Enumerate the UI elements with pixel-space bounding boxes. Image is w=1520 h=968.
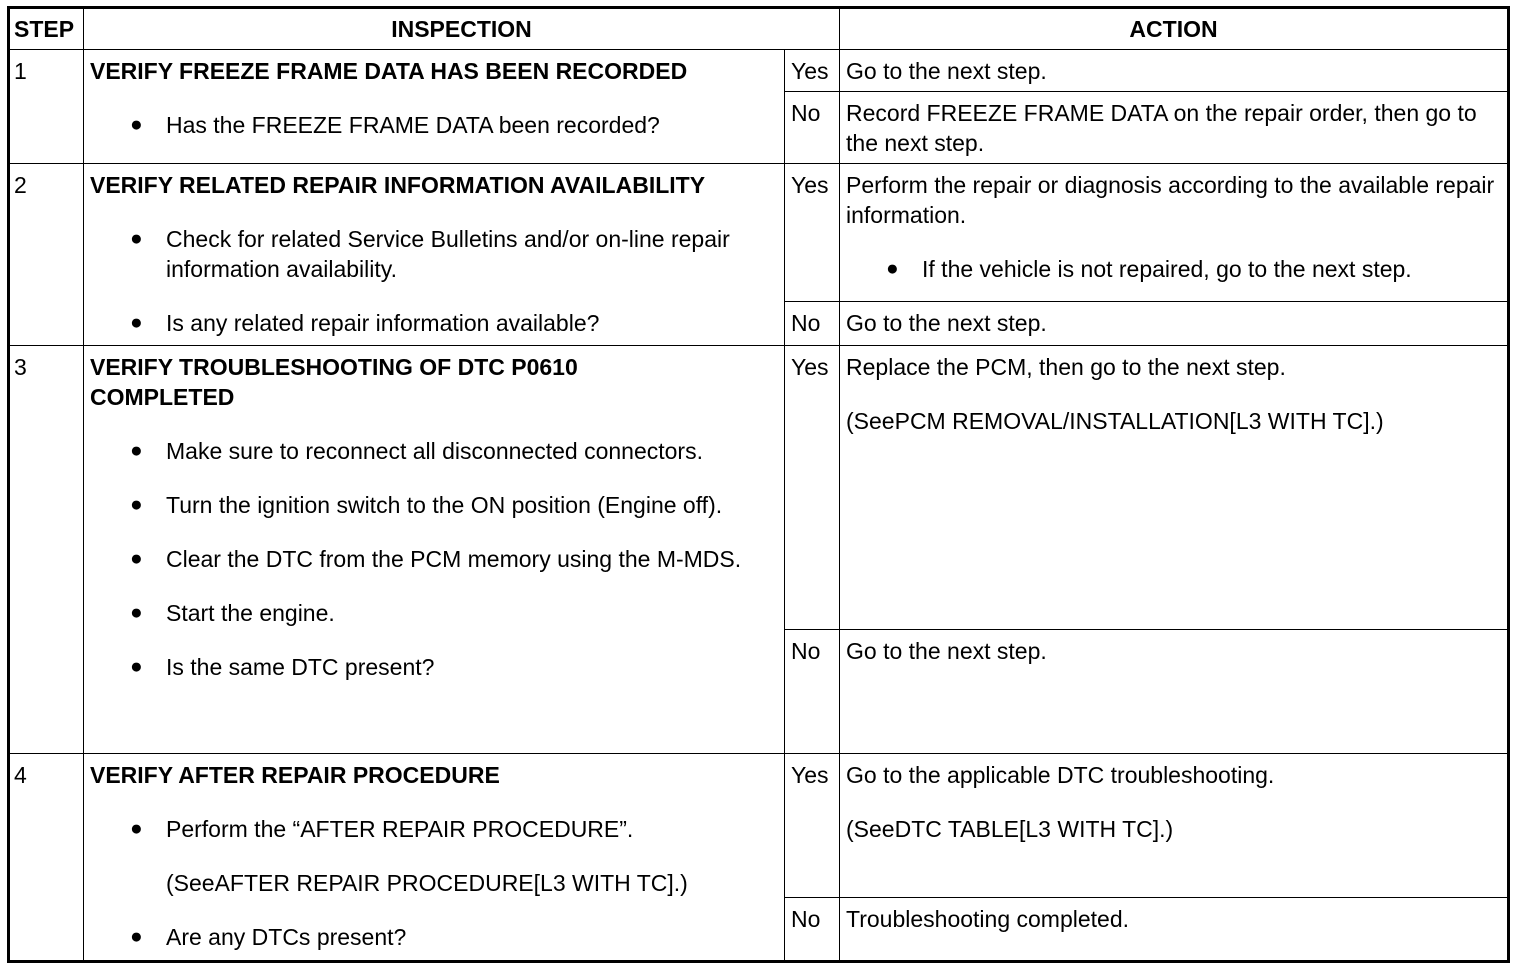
step-4-yes-row bbox=[9, 754, 1509, 898]
step-2-yes-row bbox=[9, 164, 1509, 302]
step-inspection bbox=[84, 164, 785, 346]
yes-action bbox=[840, 164, 1509, 302]
step-number: 2 bbox=[9, 164, 84, 346]
bullet-item: ● Check for related Service Bulletins and/or on-line repair information availability. bbox=[90, 224, 778, 284]
yes-action bbox=[840, 754, 1509, 898]
step-3-yes-row bbox=[9, 346, 1509, 630]
reference-link[interactable]: (SeeAFTER REPAIR PROCEDURE[L3 WITH TC].) bbox=[166, 870, 688, 896]
header-row bbox=[9, 8, 1509, 50]
bullet-item: ● Turn the ignition switch to the ON position (Engine off). bbox=[90, 490, 778, 520]
bullet-list bbox=[90, 922, 778, 952]
bullet-item: ● Clear the DTC from the PCM memory using the M-MDS. bbox=[90, 544, 778, 574]
no-label: No bbox=[785, 898, 840, 962]
step-header: STEP bbox=[9, 8, 84, 50]
yes-label: Yes bbox=[785, 164, 840, 302]
bullet-list bbox=[90, 814, 778, 844]
step-title: VERIFY FREEZE FRAME DATA HAS BEEN RECORDED bbox=[90, 58, 688, 84]
bullet-item: ● Start the engine. bbox=[90, 598, 778, 628]
bullet-list bbox=[90, 224, 778, 338]
yes-label: Yes bbox=[785, 346, 840, 630]
no-action: Troubleshooting completed. bbox=[840, 898, 1509, 962]
troubleshooting-table bbox=[7, 6, 1510, 963]
yes-action-text: Go to the applicable DTC troubleshooting. bbox=[846, 762, 1275, 788]
bullet-item: ● Perform the “AFTER REPAIR PROCEDURE”. bbox=[90, 814, 778, 844]
step-inspection bbox=[84, 346, 785, 754]
reference-link[interactable]: (SeePCM REMOVAL/INSTALLATION[L3 WITH TC].) bbox=[846, 408, 1384, 434]
no-action: Record FREEZE FRAME DATA on the repair order, then go to the next step. bbox=[840, 92, 1509, 164]
yes-action: Go to the next step. bbox=[840, 50, 1509, 92]
inspection-header: INSPECTION bbox=[84, 8, 840, 50]
no-label: No bbox=[785, 302, 840, 346]
step-number: 1 bbox=[9, 50, 84, 164]
troubleshooting-page bbox=[7, 6, 1507, 962]
step-number: 4 bbox=[9, 754, 84, 962]
step-title: VERIFY TROUBLESHOOTING OF DTC P0610 COMPLETED bbox=[90, 354, 578, 410]
step-inspection bbox=[84, 754, 785, 962]
step-1-yes-row bbox=[9, 50, 1509, 92]
bullet-item: ● Has the FREEZE FRAME DATA been recorded? bbox=[90, 110, 778, 140]
yes-action-text: Perform the repair or diagnosis according to the available repair information. bbox=[846, 172, 1495, 228]
no-action: Go to the next step. bbox=[840, 630, 1509, 754]
yes-action-text: Replace the PCM, then go to the next step. bbox=[846, 354, 1286, 380]
yes-action bbox=[840, 346, 1509, 630]
bullet-item: ● Are any DTCs present? bbox=[90, 922, 778, 952]
bullet-item: ● Make sure to reconnect all disconnected connectors. bbox=[90, 436, 778, 466]
reference-link[interactable]: (SeeDTC TABLE[L3 WITH TC].) bbox=[846, 816, 1174, 842]
bullet-list bbox=[90, 110, 778, 140]
no-label: No bbox=[785, 92, 840, 164]
no-label: No bbox=[785, 630, 840, 754]
step-inspection bbox=[84, 50, 785, 164]
bullet-item: ● Is the same DTC present? bbox=[90, 652, 778, 682]
step-title: VERIFY RELATED REPAIR INFORMATION AVAILABILITY bbox=[90, 172, 706, 198]
sub-bullet-item: ● If the vehicle is not repaired, go to the next step. bbox=[846, 254, 1501, 284]
bullet-item: ● Is any related repair information available? bbox=[90, 308, 778, 338]
step-title: VERIFY AFTER REPAIR PROCEDURE bbox=[90, 762, 500, 788]
no-action: Go to the next step. bbox=[840, 302, 1509, 346]
bullet-list bbox=[90, 436, 778, 682]
action-header: ACTION bbox=[840, 8, 1509, 50]
yes-label: Yes bbox=[785, 754, 840, 898]
sub-bullet-list bbox=[846, 254, 1501, 284]
step-number: 3 bbox=[9, 346, 84, 754]
yes-label: Yes bbox=[785, 50, 840, 92]
